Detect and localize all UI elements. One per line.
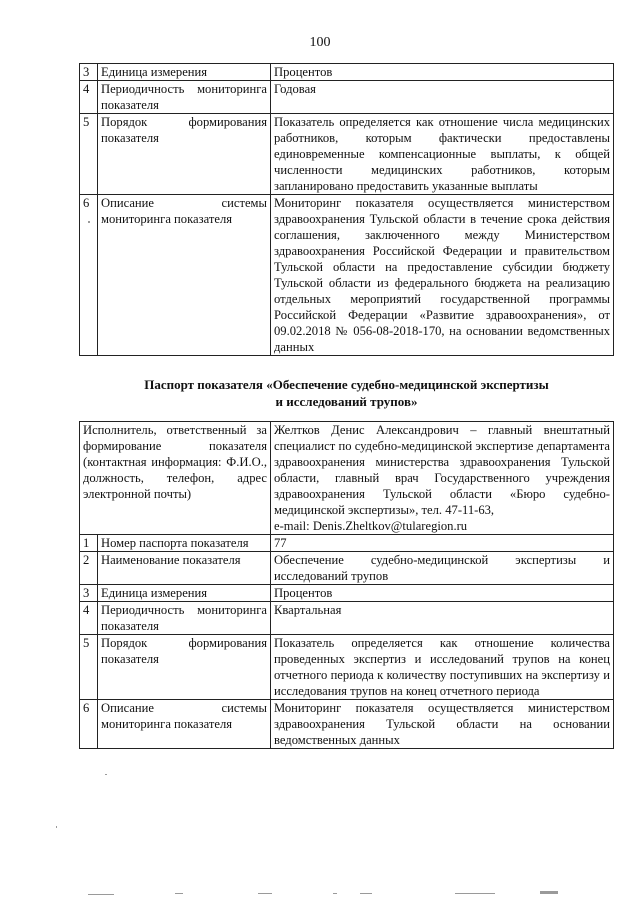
row-number: 6: [80, 195, 98, 356]
row-number: 6: [80, 700, 98, 749]
row-label: Периодичность мониторинга показателя: [98, 81, 271, 114]
row-value: Показатель определяется как отношение количества проведенных экспертиз и исследований трупов на конец отчетного периода к количеству поступивших на экспертизу и исследования трупов на конец отчетного периода: [271, 635, 614, 700]
heading-quote: «Обеспечение судебно-медицинской экспертизы: [262, 377, 549, 392]
row-label: Единица измерения: [98, 64, 271, 81]
row-value: Мониторинг показателя осуществляется министерством здравоохранения Тульской области в течение срока действия соглашения, заключенного между Министерством здравоохранения Российской Федерации и правительством Тульской области на предоставление субсидии бюджету Тульской области из федерального бюджета на реализацию отдельных мероприятий государственной программы Российской Федерации «Развитие здравоохранения», от 09.02.2018 № 056-08-2018-170, на основании ведомственных данных: [271, 195, 614, 356]
heading-prefix: Паспорт показателя: [144, 377, 263, 392]
row-number: 3: [80, 585, 98, 602]
row-label: Описание системы мониторинга показателя: [98, 700, 271, 749]
row-label: Периодичность мониторинга показателя: [98, 602, 271, 635]
row-label: Порядок формирования показателя: [98, 114, 271, 195]
row-number: 2: [80, 552, 98, 585]
row-label: Описание системы мониторинга показателя: [98, 195, 271, 356]
row-number: 4: [80, 81, 98, 114]
row-label: Единица измерения: [98, 585, 271, 602]
row-label: Номер паспорта показателя: [98, 535, 271, 552]
row-number: 1: [80, 535, 98, 552]
row-label: Порядок формирования показателя: [98, 635, 271, 700]
row-value: Годовая: [271, 81, 614, 114]
row-value: Мониторинг показателя осуществляется министерством здравоохранения Тульской области на основании ведомственных данных: [271, 700, 614, 749]
row-number: 4: [80, 602, 98, 635]
heading-line-2: и исследований трупов»: [275, 394, 418, 409]
executor-label: Исполнитель, ответственный за формирование показателя (контактная информация: Ф.И.О., должность, телефон, адрес электронной почты): [80, 422, 271, 535]
executor-details: Желтков Денис Александрович – главный внештатный специалист по судебно-медицинской экспертизе департамента здравоохранения министерства здравоохранения Тульской области, главный врач Государственного учреждения здравоохранения Тульской области «Бюро судебно-медицинской экспертизы», тел. 47-11-63,: [274, 423, 610, 517]
row-number: 5: [80, 635, 98, 700]
row-number: 5: [80, 114, 98, 195]
row-value: Квартальная: [271, 602, 614, 635]
row-number: 3: [80, 64, 98, 81]
row-value: Обеспечение судебно-медицинской экспертизы и исследований трупов: [271, 552, 614, 585]
row-value: Показатель определяется как отношение числа медицинских работников, которым фактически предоставлены единовременные компенсационные выплаты, к общей численности медицинских работников, которым запланировано предоставить указанные выплаты: [271, 114, 614, 195]
row-label: Наименование показателя: [98, 552, 271, 585]
row-value: Процентов: [271, 64, 614, 81]
row-value: 77: [271, 535, 614, 552]
executor-email: e-mail: Denis.Zheltkov@tularegion.ru: [274, 519, 468, 533]
row-value: Процентов: [271, 585, 614, 602]
page-number: 100: [309, 35, 331, 50]
